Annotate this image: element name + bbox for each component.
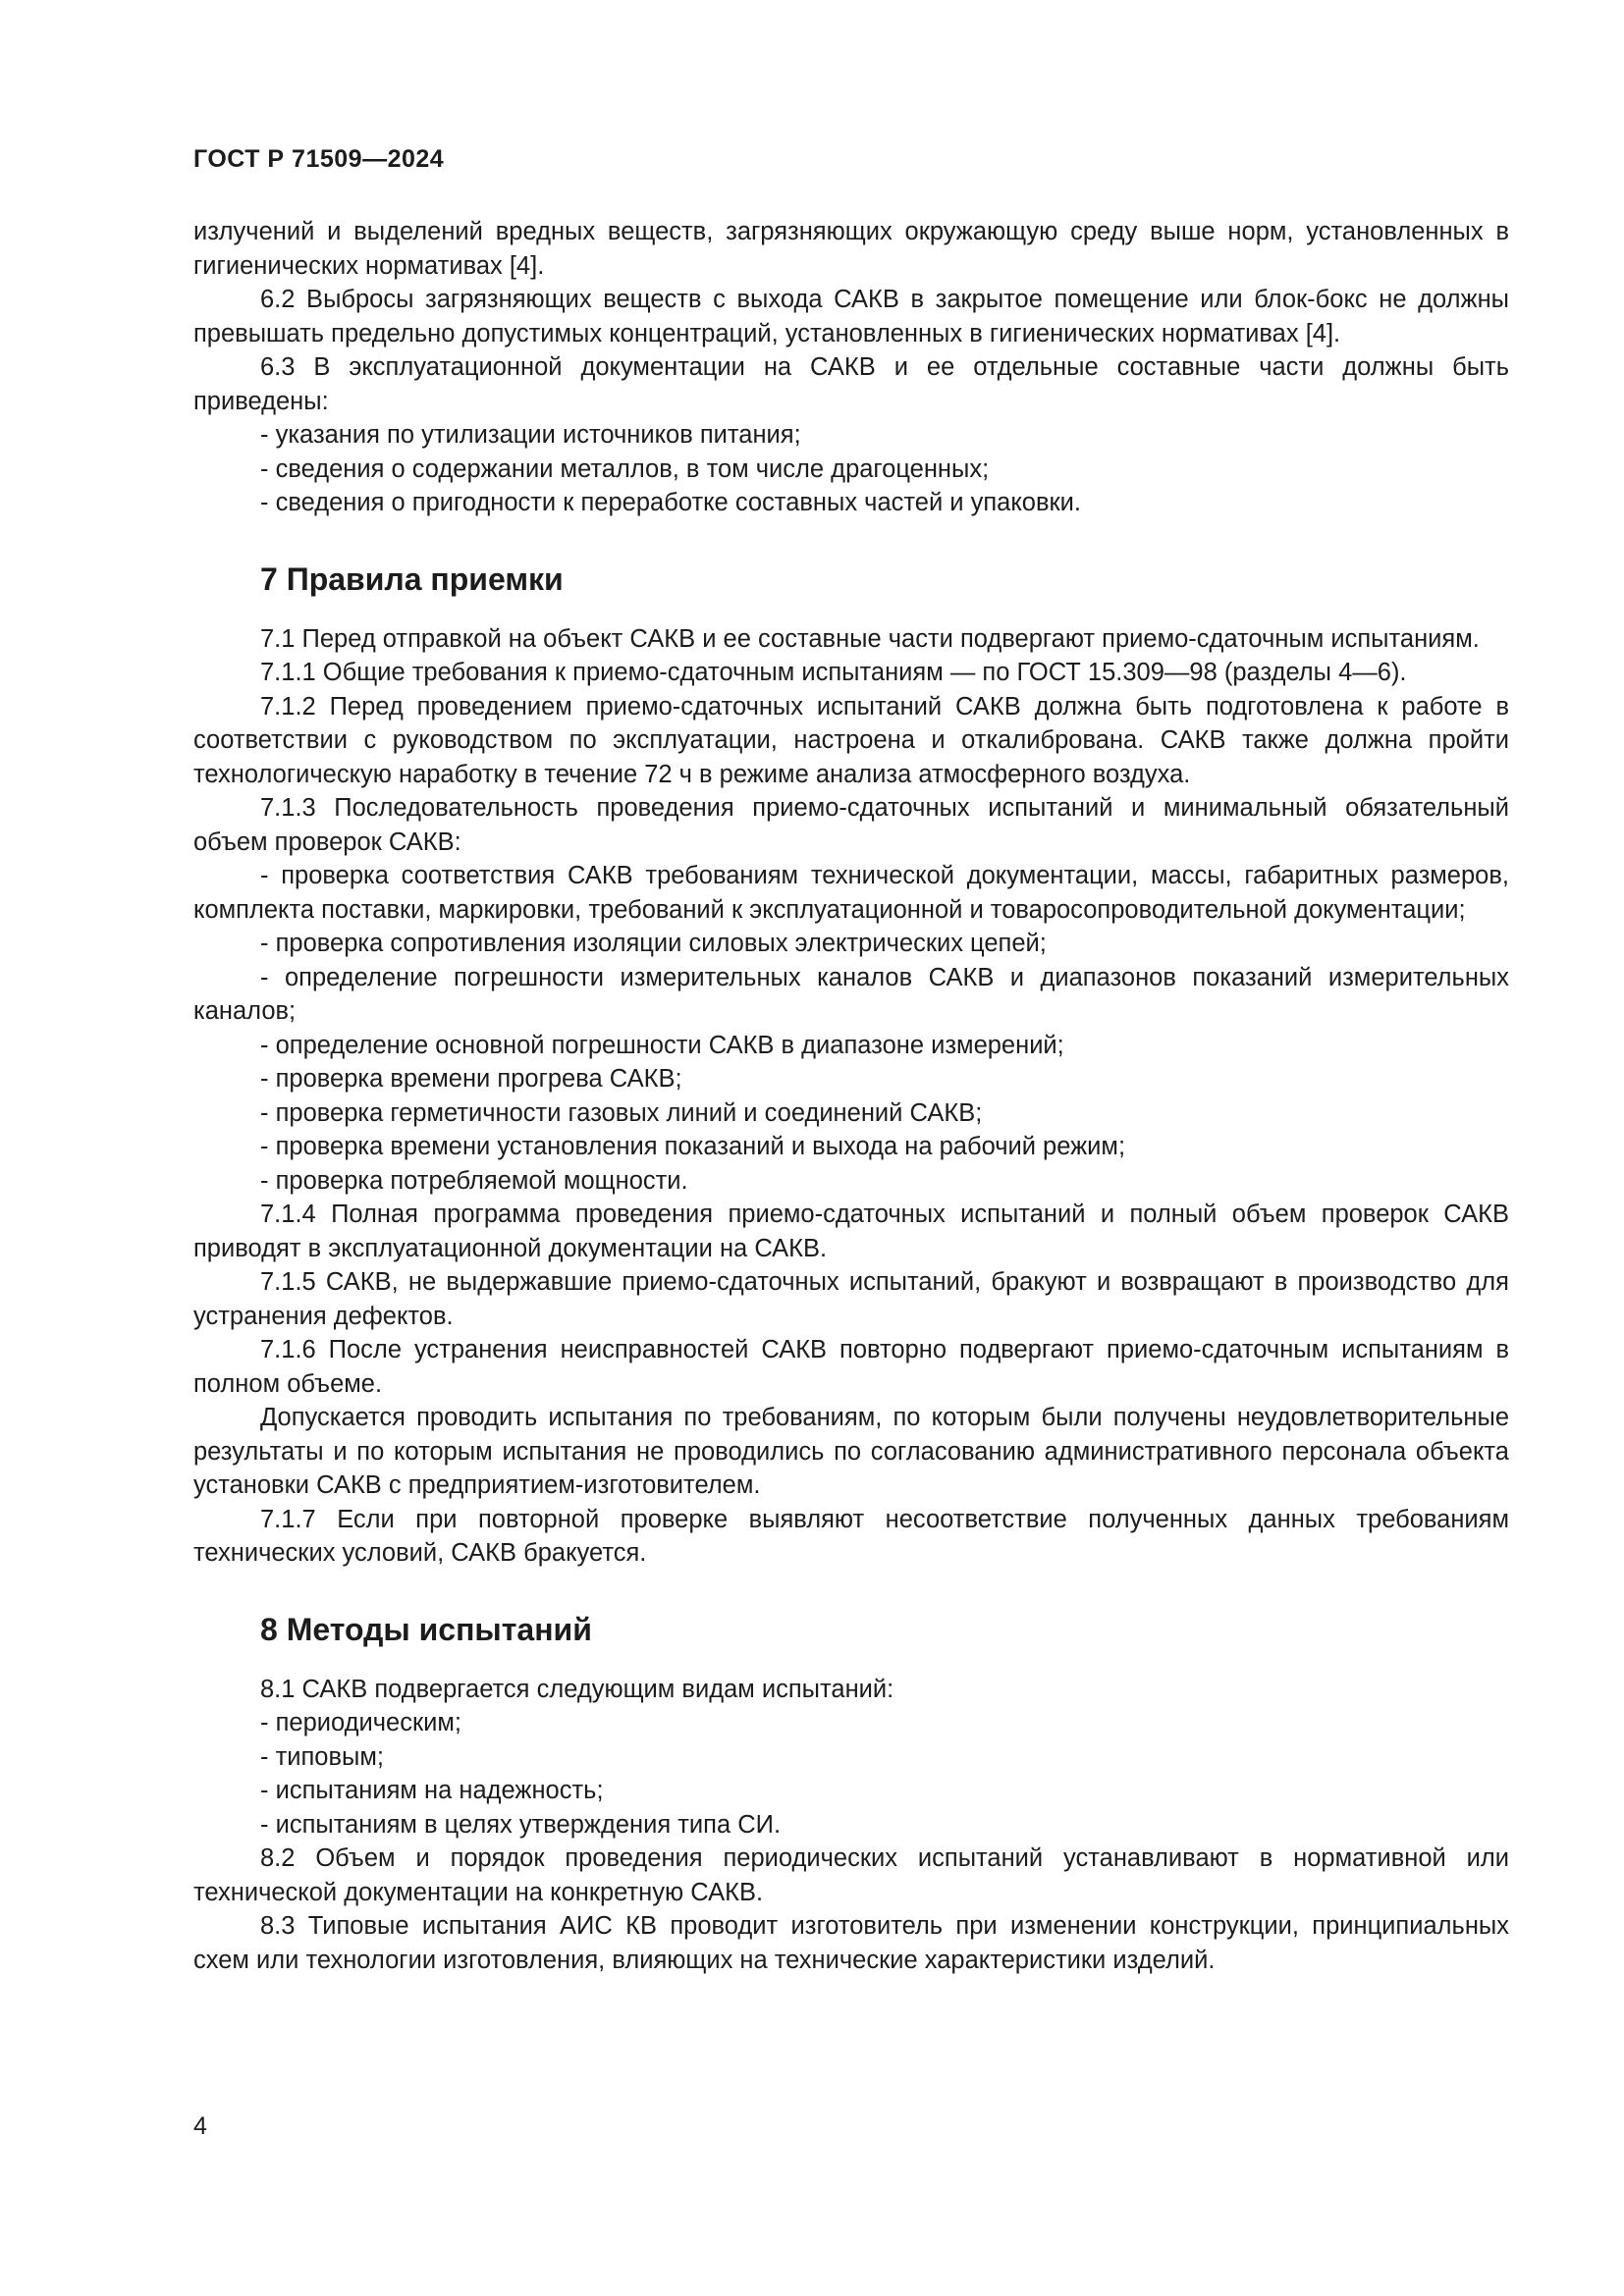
paragraph-7-1-7: 7.1.7 Если при повторной проверке выявляют несоответствие полученных данных требованиям технических условий, САКВ бракуется. [193, 1505, 1509, 1567]
document-header: ГОСТ Р 71509—2024 [193, 145, 445, 173]
list-item: - определение основной погрешности САКВ в диапазоне измерений; [260, 1031, 1064, 1059]
paragraph-7-1-2: 7.1.2 Перед проведением приемо-сдаточных испытаний САКВ должна быть подготовлена к работе в соответствии с руководством по эксплуатации, настроена и откалибрована. САКВ также должна пройти технологическую наработку в течение 72 ч в режиме анализа атмосферного воздуха. [193, 692, 1509, 788]
paragraph-8-1: 8.1 САКВ подвергается следующим видам испытаний: [260, 1675, 894, 1703]
list-item: - сведения о пригодности к переработке составных частей и упаковки. [260, 489, 1082, 516]
list-item: - испытаниям на надежность; [260, 1777, 604, 1804]
paragraph-8-2: 8.2 Объем и порядок проведения периодических испытаний устанавливают в нормативной или технической документации на конкретную САКВ. [193, 1844, 1509, 1906]
list-item: - типовым; [260, 1742, 384, 1771]
section-heading-8: 8 Методы испытаний [260, 1611, 592, 1647]
list-item: - проверка потребляемой мощности. [260, 1166, 688, 1195]
paragraph-7-1-3: 7.1.3 Последовательность проведения приемо-сдаточных испытаний и минимальный обязательный объем проверок САКВ: [193, 794, 1509, 856]
document-body [193, 215, 1509, 1977]
paragraph: излучений и выделений вредных веществ, загрязняющих окружающую среду выше норм, установленных в гигиенических нормативах [4]. [193, 218, 1509, 280]
document-page [193, 145, 1509, 1977]
paragraph: Допускается проводить испытания по требованиям, по которым были получены неудовлетворительные результаты и по которым испытания не проводились по согласованию административного персонала объекта установки САКВ с предприятием-изготовителем. [193, 1404, 1509, 1499]
list-item: - проверка сопротивления изоляции силовых электрических цепей; [260, 930, 1047, 957]
list-item: - испытаниям в целях утверждения типа СИ. [260, 1810, 782, 1839]
paragraph-7-1: 7.1 Перед отправкой на объект САКВ и ее составные части подвергают приемо-сдаточным испытаниям. [260, 624, 1480, 653]
list-item: - сведения о содержании металлов, в том числе драгоценных; [260, 454, 990, 483]
list-item: - проверка герметичности газовых линий и соединений САКВ; [260, 1098, 983, 1127]
paragraph-8-3: 8.3 Типовые испытания АИС КВ проводит изготовитель при изменении конструкции, принципиальных схем или технологии изготовления, влияющих на технические характеристики изделий. [193, 1912, 1509, 1974]
paragraph-7-1-5: 7.1.5 САКВ, не выдержавшие приемо-сдаточных испытаний, бракуют и возвращают в производство для устранения дефектов. [193, 1268, 1509, 1330]
list-item: - проверка времени прогрева САКВ; [260, 1065, 682, 1093]
paragraph-7-1-1: 7.1.1 Общие требования к приемо-сдаточным испытаниям — по ГОСТ 15.309—98 (разделы 4—6). [260, 659, 1407, 686]
page-number: 4 [193, 2112, 207, 2140]
paragraph-7-1-6: 7.1.6 После устранения неисправностей САКВ повторно подвергают приемо-сдаточным испытаниям в полном объеме. [193, 1336, 1509, 1398]
paragraph-6-2: 6.2 Выбросы загрязняющих веществ с выхода САКВ в закрытое помещение или блок-бокс не должны превышать предельно допустимых концентраций, установленных в гигиенических нормативах [4]. [193, 286, 1509, 347]
paragraph-6-3: 6.3 В эксплуатационной документации на САКВ и ее отдельные составные части должны быть приведены: [193, 353, 1509, 415]
section-heading-7: 7 Правила приемки [260, 561, 564, 597]
list-item: - проверка времени установления показаний и выхода на рабочий режим; [260, 1133, 1126, 1160]
list-item: - проверка соответствия САКВ требованиям технической документации, массы, габаритных размеров, комплекта поставки, маркировки, требований к эксплуатационной и товаросопроводительной документации; [193, 862, 1509, 924]
list-item: - периодическим; [260, 1709, 461, 1736]
list-item: - определение погрешности измерительных каналов САКВ и диапазонов показаний измерительных каналов; [193, 963, 1509, 1025]
paragraph-7-1-4: 7.1.4 Полная программа проведения приемо-сдаточных испытаний и полный объем проверок САКВ приводят в эксплуатационной документации на САКВ. [193, 1201, 1509, 1262]
list-item: - указания по утилизации источников питания; [260, 421, 801, 449]
